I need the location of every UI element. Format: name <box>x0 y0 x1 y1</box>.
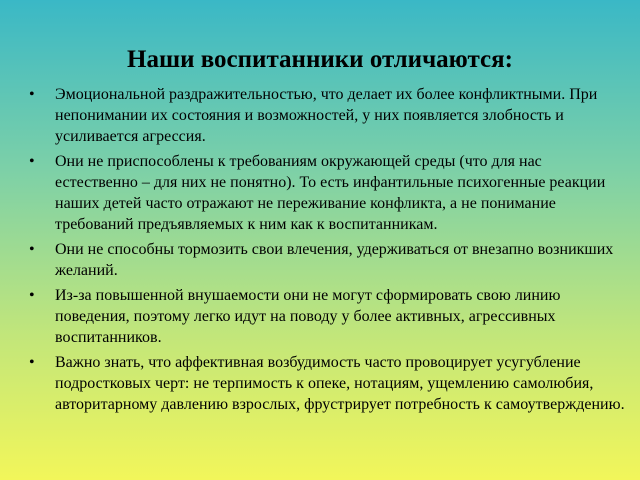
bullet-icon: • <box>29 86 35 103</box>
list-item <box>26 151 626 235</box>
list-item <box>26 352 626 415</box>
bullet-icon: • <box>29 241 35 258</box>
bullet-icon: • <box>29 287 35 304</box>
bullet-icon: • <box>29 354 35 371</box>
bullet-text: Они не способны тормозить свои влечения, удерживаться от внезапно возникших желаний. <box>55 241 614 279</box>
bullet-text: Эмоциональной раздражительностью, что делает их более конфликтными. При непонимании их состояния и возможностей, у них появляется злобность и усиливается агрессия. <box>55 86 598 145</box>
bullet-text: Из-за повышенной внушаемости они не могут сформировать свою линию поведения, поэтому легко идут на поводу у более активных, агрессивных воспитанников. <box>55 287 561 346</box>
bullet-list <box>26 84 626 419</box>
bullet-text: Они не приспособлены к требованиям окружающей среды (что для нас естественно – для них не понятно). То есть инфантильные психогенные реакции наших детей часто отражают не переживание конфликта, а не понимание требований предъявляемых к ним как к воспитанникам. <box>55 153 606 233</box>
bullet-text: Важно знать, что аффективная возбудимость часто провоцирует усугубление подростковых черт: не терпимость к опеке, нотациям, ущемлению самолюбия, авторитарному давлению взрослых, фрустрирует потребность к самоутверждению. <box>55 354 625 413</box>
list-item <box>26 239 626 281</box>
bullet-icon: • <box>29 153 35 170</box>
slide-title: Наши воспитанники отличаются: <box>127 46 513 73</box>
list-item <box>26 285 626 348</box>
list-item <box>26 84 626 147</box>
